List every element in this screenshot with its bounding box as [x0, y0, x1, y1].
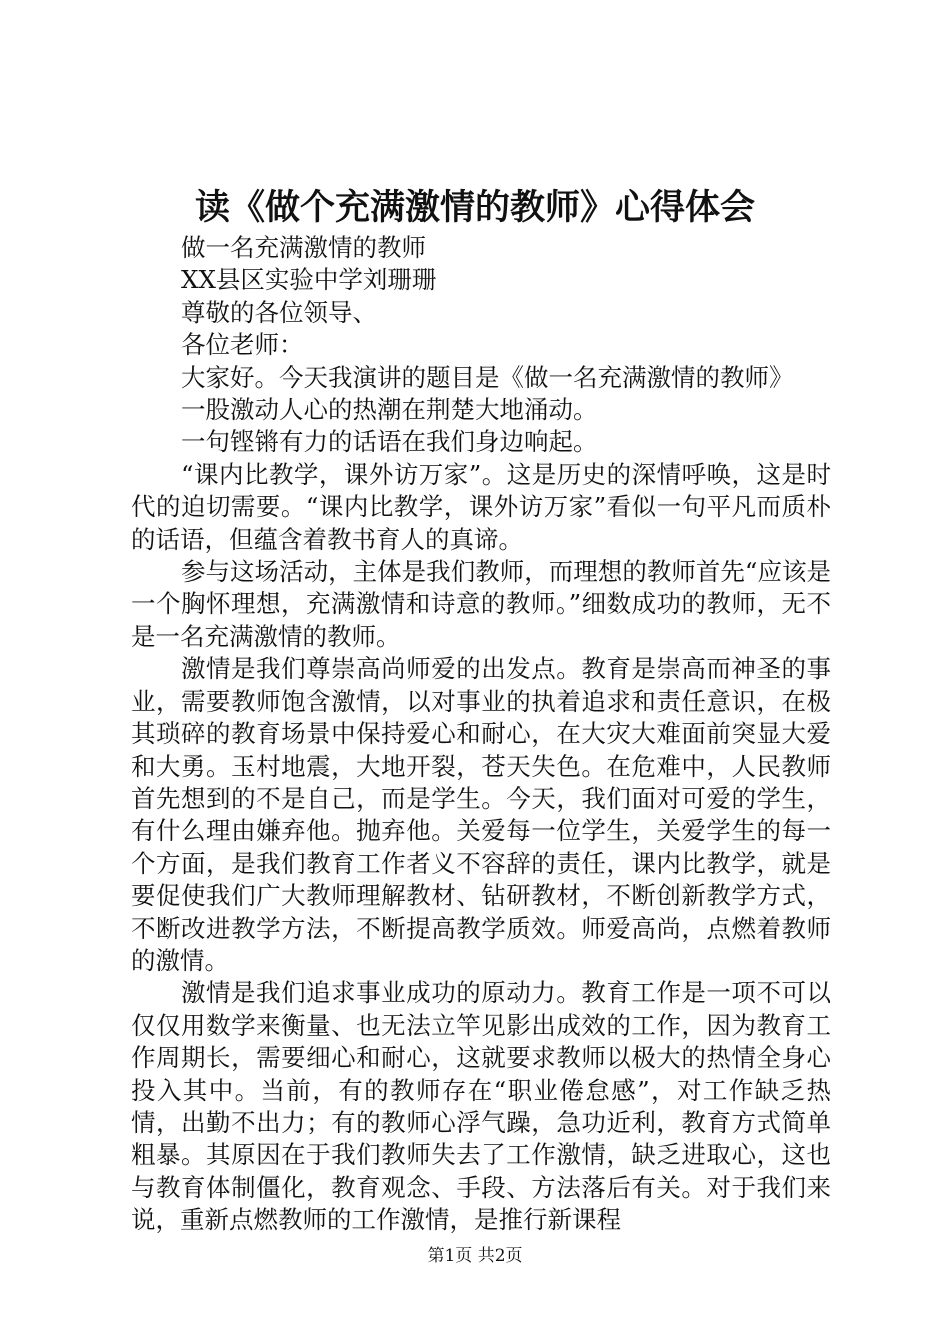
- paragraph: 一股激动人心的热潮在荆楚大地涌动。: [181, 395, 598, 425]
- page-footer: [0, 1245, 950, 1267]
- paragraph: 尊敬的各位领导、: [181, 297, 377, 327]
- document-body: [131, 232, 831, 1237]
- paragraph: 激情是我们追求事业成功的原动力。教育工作是一项不可以仅仅用数学来衡量、也无法立竿见影出成效的工作，因为教育工作周期长，需要细心和耐心，这就要求教师以极大的热情全身心投入其中。当前，有的教师存在“职业倦怠感”，对工作缺乏热情，出勤不出力；有的教师心浮气躁，急功近利，教育方式简单粗暴。其原因在于我们教师失去了工作激情，缺乏进取心，这也与教育体制僵化，教育观念、手段、方法落后有关。对于我们来说，重新点燃教师的工作激情，是推行新课程: [131, 978, 831, 1235]
- page-number: 第1页 共2页: [427, 1246, 523, 1266]
- paragraph: 大家好。今天我演讲的题目是《做一名充满激情的教师》: [181, 362, 794, 392]
- paragraph: 激情是我们尊崇高尚师爱的出发点。教育是崇高而神圣的事业，需要教师饱含激情，以对事业的执着追求和责任意识，在极其琐碎的教育场景中保持爱心和耐心，在大灾大难面前突显大爱和大勇。玉村地震，大地开裂，苍天失色。在危难中，人民教师首先想到的不是自己，而是学生。今天，我们面对可爱的学生，有什么理由嫌弃他。抛弃他。关爱每一位学生，关爱学生的每一个方面，是我们教育工作者义不容辞的责任，课内比教学，就是要促使我们广大教师理解教材、钻研教材，不断创新教学方式，不断改进教学方法，不断提高教学质效。师爱高尚，点燃着教师的激情。: [131, 654, 831, 975]
- paragraph: 做一名充满激情的教师: [181, 233, 426, 262]
- paragraph: 参与这场活动，主体是我们教师，而理想的教师首先“应该是一个胸怀理想，充满激情和诗意的教师。”细数成功的教师，无不是一名充满激情的教师。: [131, 557, 831, 651]
- paragraph: 一句铿锵有力的话语在我们身边响起。: [181, 427, 598, 457]
- document-title: 读《做个充满激情的教师》心得体会: [194, 187, 755, 228]
- paragraph: “课内比教学，课外访万家”。这是历史的深情呼唤，这是时代的迫切需要。“课内比教学，课外访万家”看似一句平凡而质朴的话语，但蕴含着教书育人的真谛。: [131, 459, 831, 554]
- paragraph: XX县区实验中学刘珊珊: [181, 265, 437, 295]
- paragraph: 各位老师：: [181, 330, 304, 360]
